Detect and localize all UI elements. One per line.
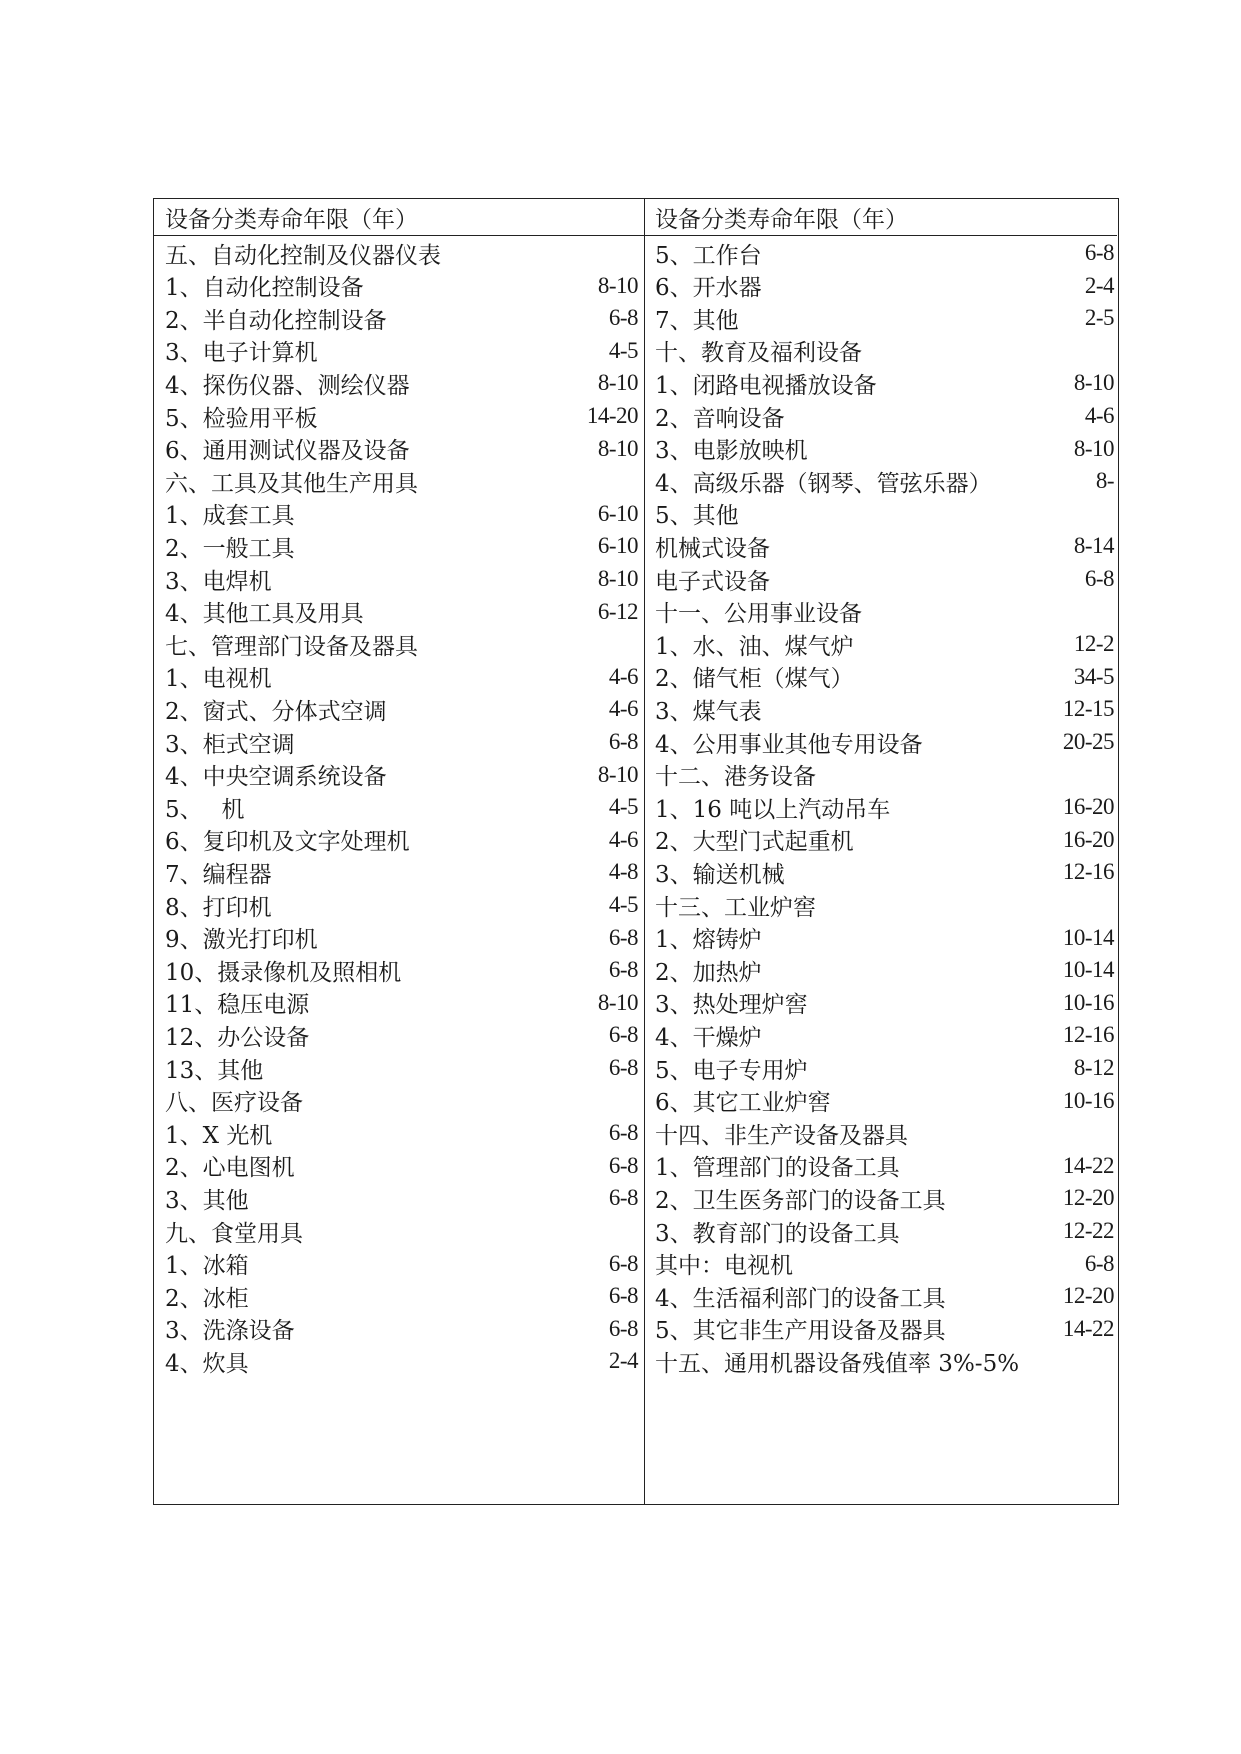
item-label: 5、电子专用炉 (655, 1057, 808, 1084)
item-label: 1、成套工具 (165, 503, 295, 530)
right-table-row (645, 1246, 1117, 1282)
item-label: 5、检验用平板 (165, 405, 318, 432)
left-table-row (154, 463, 644, 499)
lifespan-value: 6-8 (608, 1250, 638, 1276)
item-label: 2、一般工具 (165, 535, 295, 562)
lifespan-value: 10-16 (1062, 989, 1114, 1015)
left-table-row (154, 1083, 644, 1119)
right-table-row (645, 1115, 1117, 1151)
left-column-header (154, 199, 644, 236)
lifespan-value: 12-2 (1073, 631, 1114, 657)
lifespan-value: 6-8 (608, 1283, 638, 1309)
right-table-row (645, 822, 1117, 858)
lifespan-value: 8-10 (597, 989, 638, 1015)
lifespan-value: 6-8 (608, 1055, 638, 1080)
right-table-row (645, 659, 1117, 695)
right-table-row (645, 1311, 1117, 1347)
item-label: 5、 机 (165, 796, 245, 823)
item-label: 八、医疗设备 (165, 1090, 303, 1117)
item-label: 十一、公用事业设备 (655, 601, 862, 628)
item-label: 3、热处理炉窖 (655, 992, 808, 1019)
left-table-row (154, 1278, 644, 1314)
item-label: 3、电影放映机 (655, 438, 808, 465)
item-label: 7、其他 (655, 307, 739, 334)
left-table-row (154, 235, 644, 271)
left-table-row (154, 822, 644, 858)
lifespan-value: 6-8 (608, 1120, 638, 1146)
item-label: 五、自动化控制及仪器仪表 (165, 242, 441, 269)
right-table-row (645, 985, 1117, 1021)
lifespan-value: 12-15 (1062, 696, 1114, 722)
right-table-row (645, 1050, 1117, 1086)
lifespan-value: 8-12 (1073, 1055, 1114, 1080)
right-table-row (645, 952, 1117, 988)
lifespan-value: 14-22 (1062, 1315, 1114, 1341)
left-table-row (154, 594, 644, 630)
lifespan-value: 12-20 (1062, 1185, 1114, 1211)
item-label: 12、办公设备 (165, 1024, 310, 1051)
item-label: 4、生活福利部门的设备工具 (655, 1285, 946, 1312)
left-table-row (154, 528, 644, 564)
left-table-row (154, 1148, 644, 1184)
right-table-row (645, 1213, 1117, 1249)
lifespan-value: 2-5 (1084, 305, 1114, 331)
item-label: 3、柜式空调 (165, 731, 295, 758)
left-table-row (154, 365, 644, 401)
left-table-row (154, 724, 644, 760)
item-label: 十二、港务设备 (655, 764, 816, 791)
item-label: 4、干燥炉 (655, 1024, 762, 1051)
item-label: 2、心电图机 (165, 1155, 295, 1182)
lifespan-value: 6-8 (608, 1022, 638, 1048)
header-label: 设备分类寿命年限（年） (165, 206, 418, 233)
lifespan-value: 12-16 (1062, 1022, 1114, 1048)
lifespan-value: 12-22 (1062, 1218, 1114, 1243)
left-table-row (154, 561, 644, 597)
item-label: 3、电焊机 (165, 568, 272, 595)
item-label: 1、管理部门的设备工具 (655, 1155, 900, 1182)
lifespan-value: 10-14 (1062, 924, 1114, 950)
item-label: 7、编程器 (165, 861, 272, 888)
item-label: 6、其它工业炉窖 (655, 1090, 831, 1117)
item-label: 6、开水器 (655, 275, 762, 302)
lifespan-value: 8-10 (1073, 435, 1114, 461)
lifespan-value: 2-4 (608, 1348, 638, 1374)
lifespan-value: 12-20 (1062, 1283, 1114, 1309)
right-table-row (645, 626, 1117, 662)
lifespan-value: 6-8 (1084, 240, 1114, 265)
item-label: 2、卫生医务部门的设备工具 (655, 1187, 946, 1214)
item-label: 六、工具及其他生产用具 (165, 470, 418, 497)
lifespan-value: 6-8 (1084, 566, 1114, 591)
right-table-row (645, 235, 1117, 271)
left-table-row (154, 952, 644, 988)
item-label: 1、闭路电视播放设备 (655, 372, 877, 399)
right-table-row (645, 1148, 1117, 1184)
lifespan-value: 6-8 (608, 924, 638, 950)
item-label: 九、食堂用具 (165, 1220, 303, 1247)
item-label: 3、煤气表 (655, 698, 762, 725)
left-table-row (154, 854, 644, 890)
right-column (645, 199, 1117, 1504)
item-label: 9、激光打印机 (165, 927, 318, 954)
right-table-row (645, 594, 1117, 630)
left-table-row (154, 691, 644, 727)
lifespan-value: 6-8 (608, 1185, 638, 1211)
left-table-row (154, 1311, 644, 1347)
left-table-row (154, 333, 644, 369)
lifespan-value: 14-22 (1062, 1152, 1114, 1178)
lifespan-value: 8-10 (597, 761, 638, 787)
item-label: 5、工作台 (655, 242, 762, 269)
item-label: 2、加热炉 (655, 959, 762, 986)
right-table-row (645, 365, 1117, 401)
item-label: 其中：电视机 (655, 1253, 793, 1280)
left-table-row (154, 1115, 644, 1151)
lifespan-value: 4-6 (608, 696, 638, 722)
item-label: 十、教育及福利设备 (655, 340, 862, 367)
right-table-row (645, 1343, 1117, 1379)
right-table-row (645, 398, 1117, 434)
item-label: 2、大型门式起重机 (655, 829, 854, 856)
left-table-row (154, 1246, 644, 1282)
item-label: 5、其它非生产用设备及器具 (655, 1318, 946, 1345)
lifespan-value: 34-5 (1073, 663, 1114, 689)
right-table-row (645, 1017, 1117, 1053)
item-label: 5、其他 (655, 503, 739, 530)
left-table-row (154, 757, 644, 793)
item-label: 1、X 光机 (165, 1122, 273, 1149)
right-table-row (645, 724, 1117, 760)
lifespan-value: 8-10 (597, 272, 638, 298)
item-label: 1、冰箱 (165, 1253, 249, 1280)
lifespan-value: 4-6 (608, 663, 638, 689)
lifespan-value: 6-8 (608, 1315, 638, 1341)
lifespan-value: 16-20 (1062, 826, 1114, 852)
item-label: 3、其他 (165, 1187, 249, 1214)
lifespan-value: 8-10 (597, 370, 638, 396)
lifespan-value: 6-8 (1084, 1250, 1114, 1276)
right-table-row (645, 561, 1117, 597)
right-table-row (645, 463, 1117, 499)
item-label: 3、电子计算机 (165, 340, 318, 367)
lifespan-value: 4-5 (608, 794, 638, 820)
item-label: 3、输送机械 (655, 861, 785, 888)
lifespan-value: 4-5 (608, 337, 638, 363)
item-label: 4、炊具 (165, 1350, 249, 1377)
right-table-row (645, 1083, 1117, 1119)
left-table-row (154, 1180, 644, 1216)
right-table-row (645, 789, 1117, 825)
right-table-row (645, 1278, 1117, 1314)
item-label: 4、公用事业其他专用设备 (655, 731, 923, 758)
lifespan-value: 6-8 (608, 1152, 638, 1178)
lifespan-value: 4-5 (608, 892, 638, 917)
lifespan-value: 12-16 (1062, 859, 1114, 885)
left-table-row (154, 1017, 644, 1053)
right-table-row (645, 496, 1117, 532)
left-table-row (154, 1213, 644, 1249)
item-label: 6、复印机及文字处理机 (165, 829, 410, 856)
left-table-row (154, 985, 644, 1021)
item-label: 十三、工业炉窖 (655, 894, 816, 921)
lifespan-value: 6-10 (597, 533, 638, 559)
left-table-row (154, 496, 644, 532)
header-label: 设备分类寿命年限（年） (655, 206, 908, 233)
item-label: 机械式设备 (655, 535, 770, 562)
equipment-lifespan-table (153, 198, 1119, 1505)
right-table-row (645, 268, 1117, 304)
left-column (154, 199, 645, 1504)
item-label: 2、冰柜 (165, 1285, 249, 1312)
item-label: 4、高级乐器（钢琴、管弦乐器） (655, 470, 992, 497)
right-table-row (645, 300, 1117, 336)
item-label: 2、窗式、分体式空调 (165, 698, 387, 725)
right-table-row (645, 333, 1117, 369)
item-label: 3、洗涤设备 (165, 1318, 295, 1345)
lifespan-value: 6-12 (597, 598, 638, 624)
right-table-row (645, 528, 1117, 564)
item-label: 1、水、油、煤气炉 (655, 633, 854, 660)
left-table-row (154, 789, 644, 825)
right-table-row (645, 431, 1117, 467)
right-table-row (645, 887, 1117, 923)
lifespan-value: 8-10 (597, 566, 638, 591)
item-label: 1、电视机 (165, 666, 272, 693)
item-label: 电子式设备 (655, 568, 770, 595)
lifespan-value: 8-14 (1073, 533, 1114, 559)
lifespan-value: 4-8 (608, 859, 638, 885)
lifespan-value: 10-14 (1062, 957, 1114, 983)
item-label: 十五、通用机器设备残值率 3%-5% (655, 1350, 1020, 1377)
lifespan-value: 8-10 (597, 435, 638, 461)
lifespan-value: 8-10 (1073, 370, 1114, 396)
item-label: 10、摄录像机及照相机 (165, 959, 402, 986)
left-table-row (154, 398, 644, 434)
item-label: 4、中央空调系统设备 (165, 764, 387, 791)
lifespan-value: 10-16 (1062, 1087, 1114, 1113)
item-label: 8、打印机 (165, 894, 272, 921)
item-label: 11、稳压电源 (165, 992, 310, 1019)
right-table-row (645, 757, 1117, 793)
item-label: 1、自动化控制设备 (165, 275, 364, 302)
lifespan-value: 6-8 (608, 729, 638, 754)
item-label: 2、音响设备 (655, 405, 785, 432)
item-label: 1、熔铸炉 (655, 927, 762, 954)
right-table-row (645, 920, 1117, 956)
item-label: 1、16 吨以上汽动吊车 (655, 796, 891, 823)
lifespan-value: 20-25 (1062, 729, 1114, 754)
lifespan-value: 8- (1095, 468, 1114, 494)
left-table-row (154, 626, 644, 662)
right-table-row (645, 1180, 1117, 1216)
left-table-row (154, 300, 644, 336)
lifespan-value: 4-6 (608, 826, 638, 852)
right-table-row (645, 854, 1117, 890)
left-table-row (154, 659, 644, 695)
lifespan-value: 4-6 (1084, 403, 1114, 428)
item-label: 13、其他 (165, 1057, 264, 1084)
left-table-row (154, 1343, 644, 1379)
right-table-row (645, 691, 1117, 727)
right-column-header (645, 199, 1117, 236)
lifespan-value: 6-8 (608, 957, 638, 983)
item-label: 4、其他工具及用具 (165, 601, 364, 628)
lifespan-value: 6-10 (597, 500, 638, 526)
lifespan-value: 14-20 (586, 403, 638, 428)
item-label: 6、通用测试仪器及设备 (165, 438, 410, 465)
lifespan-value: 16-20 (1062, 794, 1114, 820)
left-table-row (154, 1050, 644, 1086)
left-table-row (154, 920, 644, 956)
item-label: 2、半自动化控制设备 (165, 307, 387, 334)
item-label: 3、教育部门的设备工具 (655, 1220, 900, 1247)
item-label: 4、探伤仪器、测绘仪器 (165, 372, 410, 399)
lifespan-value: 6-8 (608, 305, 638, 331)
item-label: 七、管理部门设备及器具 (165, 633, 418, 660)
lifespan-value: 2-4 (1084, 272, 1114, 298)
left-table-row (154, 268, 644, 304)
item-label: 2、储气柜（煤气） (655, 666, 854, 693)
left-table-row (154, 887, 644, 923)
left-table-row (154, 431, 644, 467)
item-label: 十四、非生产设备及器具 (655, 1122, 908, 1149)
